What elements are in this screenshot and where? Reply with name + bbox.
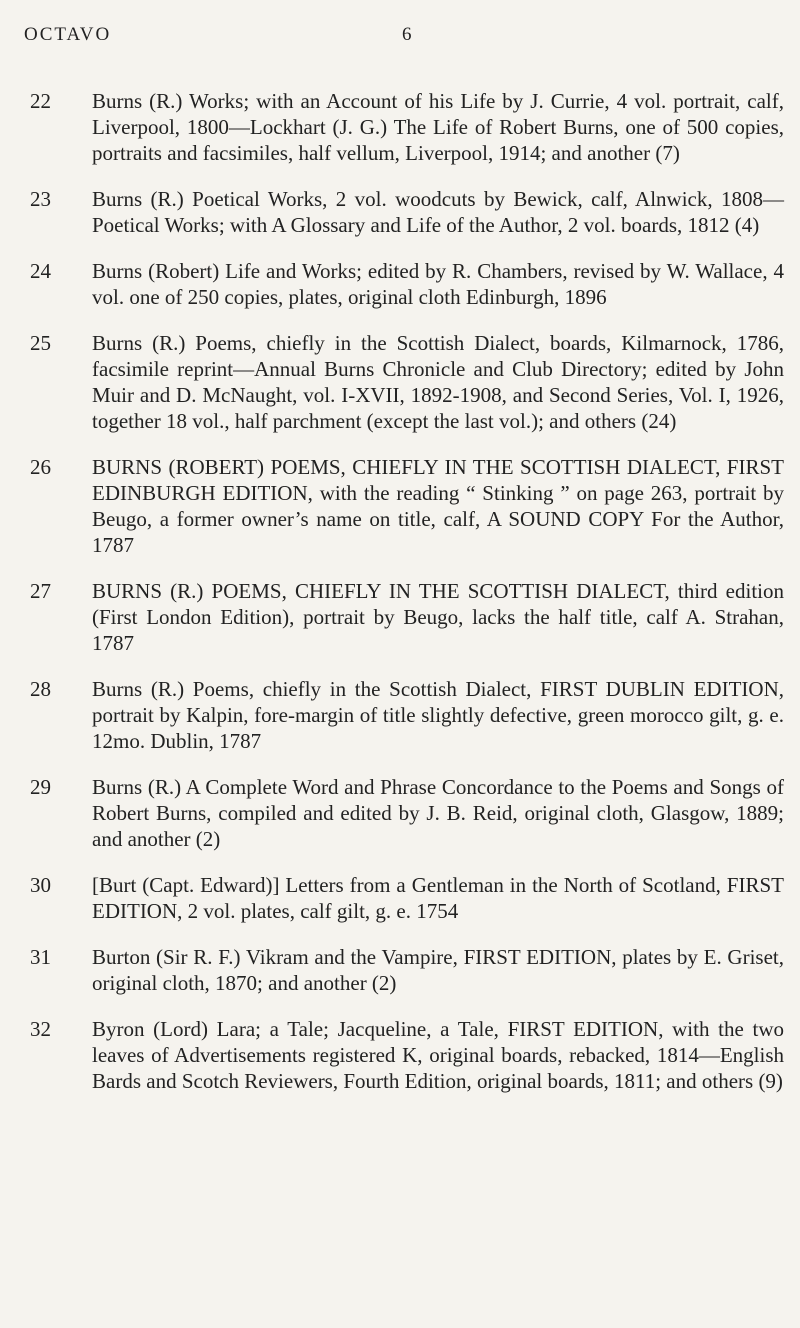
lot-description: Burns (R.) Poetical Works, 2 vol. woodcuts by Bewick, calf, Alnwick, 1808—Poetical Works; with A Glossary and Life of the Author, 2 vol. boards, 1812 (4) xyxy=(92,187,784,237)
lot-entry xyxy=(24,676,784,754)
page-number: 6 xyxy=(402,24,414,45)
lot-list xyxy=(24,88,784,1114)
lot-entry xyxy=(24,944,784,996)
lot-entry xyxy=(24,774,784,852)
lot-description: Burns (R.) Works; with an Account of his Life by J. Currie, 4 vol. portrait, calf, Liverpool, 1800—Lockhart (J. G.) The Life of Robert Burns, one of 500 copies, portraits and facsimiles, half vellum, Liverpool, 1914; and another (7) xyxy=(92,89,784,165)
lot-description: Burns (R.) Poems, chiefly in the Scottish Dialect, boards, Kilmarnock, 1786, facsimile reprint—Annual Burns Chronicle and Club Directory; edited by John Muir and D. McNaught, vol. I-XVII, 1892-1908, and Second Series, Vol. I, 1926, together 18 vol., half parchment (except the last vol.); and others (24) xyxy=(92,331,784,433)
lot-description: Byron (Lord) Lara; a Tale; Jacqueline, a Tale, FIRST EDITION, with the two leaves of Advertisements registered K, original boards, rebacked, 1814—English Bards and Scotch Reviewers, Fourth Edition, original boards, 1811; and others (9) xyxy=(92,1017,784,1093)
lot-number: 31 xyxy=(30,945,51,969)
lot-number: 22 xyxy=(30,89,51,113)
lot-number: 25 xyxy=(30,331,51,355)
lot-number: 29 xyxy=(30,775,51,799)
lot-description: BURNS (ROBERT) POEMS, CHIEFLY IN THE SCOTTISH DIALECT, FIRST EDINBURGH EDITION, with the reading “ Stinking ” on page 263, portrait by Beugo, a former owner’s name on title, calf, A SOUND COPY For the Author, 1787 xyxy=(92,455,784,557)
lot-entry xyxy=(24,330,784,434)
lot-description: Burns (Robert) Life and Works; edited by R. Chambers, revised by W. Wallace, 4 vol. one of 250 copies, plates, original cloth Edinburgh, 1896 xyxy=(92,259,784,309)
section-title: OCTAVO xyxy=(24,24,112,45)
lot-number: 30 xyxy=(30,873,51,897)
running-head xyxy=(24,24,776,54)
lot-entry xyxy=(24,454,784,558)
lot-number: 27 xyxy=(30,579,51,603)
lot-description: Burns (R.) Poems, chiefly in the Scottish Dialect, FIRST DUBLIN EDITION, portrait by Kalpin, fore-margin of title slightly defective, green morocco gilt, g. e. 12mo. Dublin, 1787 xyxy=(92,677,784,753)
lot-entry xyxy=(24,1016,784,1094)
lot-entry xyxy=(24,872,784,924)
lot-description: BURNS (R.) POEMS, CHIEFLY IN THE SCOTTISH DIALECT, third edition (First London Edition), portrait by Beugo, lacks the half title, calf A. Strahan, 1787 xyxy=(92,579,784,655)
lot-number: 23 xyxy=(30,187,51,211)
lot-description: [Burt (Capt. Edward)] Letters from a Gentleman in the North of Scotland, FIRST EDITION, 2 vol. plates, calf gilt, g. e. 1754 xyxy=(92,873,784,923)
lot-entry xyxy=(24,258,784,310)
lot-number: 26 xyxy=(30,455,51,479)
lot-number: 28 xyxy=(30,677,51,701)
lot-entry xyxy=(24,186,784,238)
lot-entry xyxy=(24,578,784,656)
lot-entry xyxy=(24,88,784,166)
lot-description: Burns (R.) A Complete Word and Phrase Concordance to the Poems and Songs of Robert Burns, compiled and edited by J. B. Reid, original cloth, Glasgow, 1889; and another (2) xyxy=(92,775,784,851)
lot-description: Burton (Sir R. F.) Vikram and the Vampire, FIRST EDITION, plates by E. Griset, original cloth, 1870; and another (2) xyxy=(92,945,784,995)
lot-number: 32 xyxy=(30,1017,51,1041)
lot-number: 24 xyxy=(30,259,51,283)
